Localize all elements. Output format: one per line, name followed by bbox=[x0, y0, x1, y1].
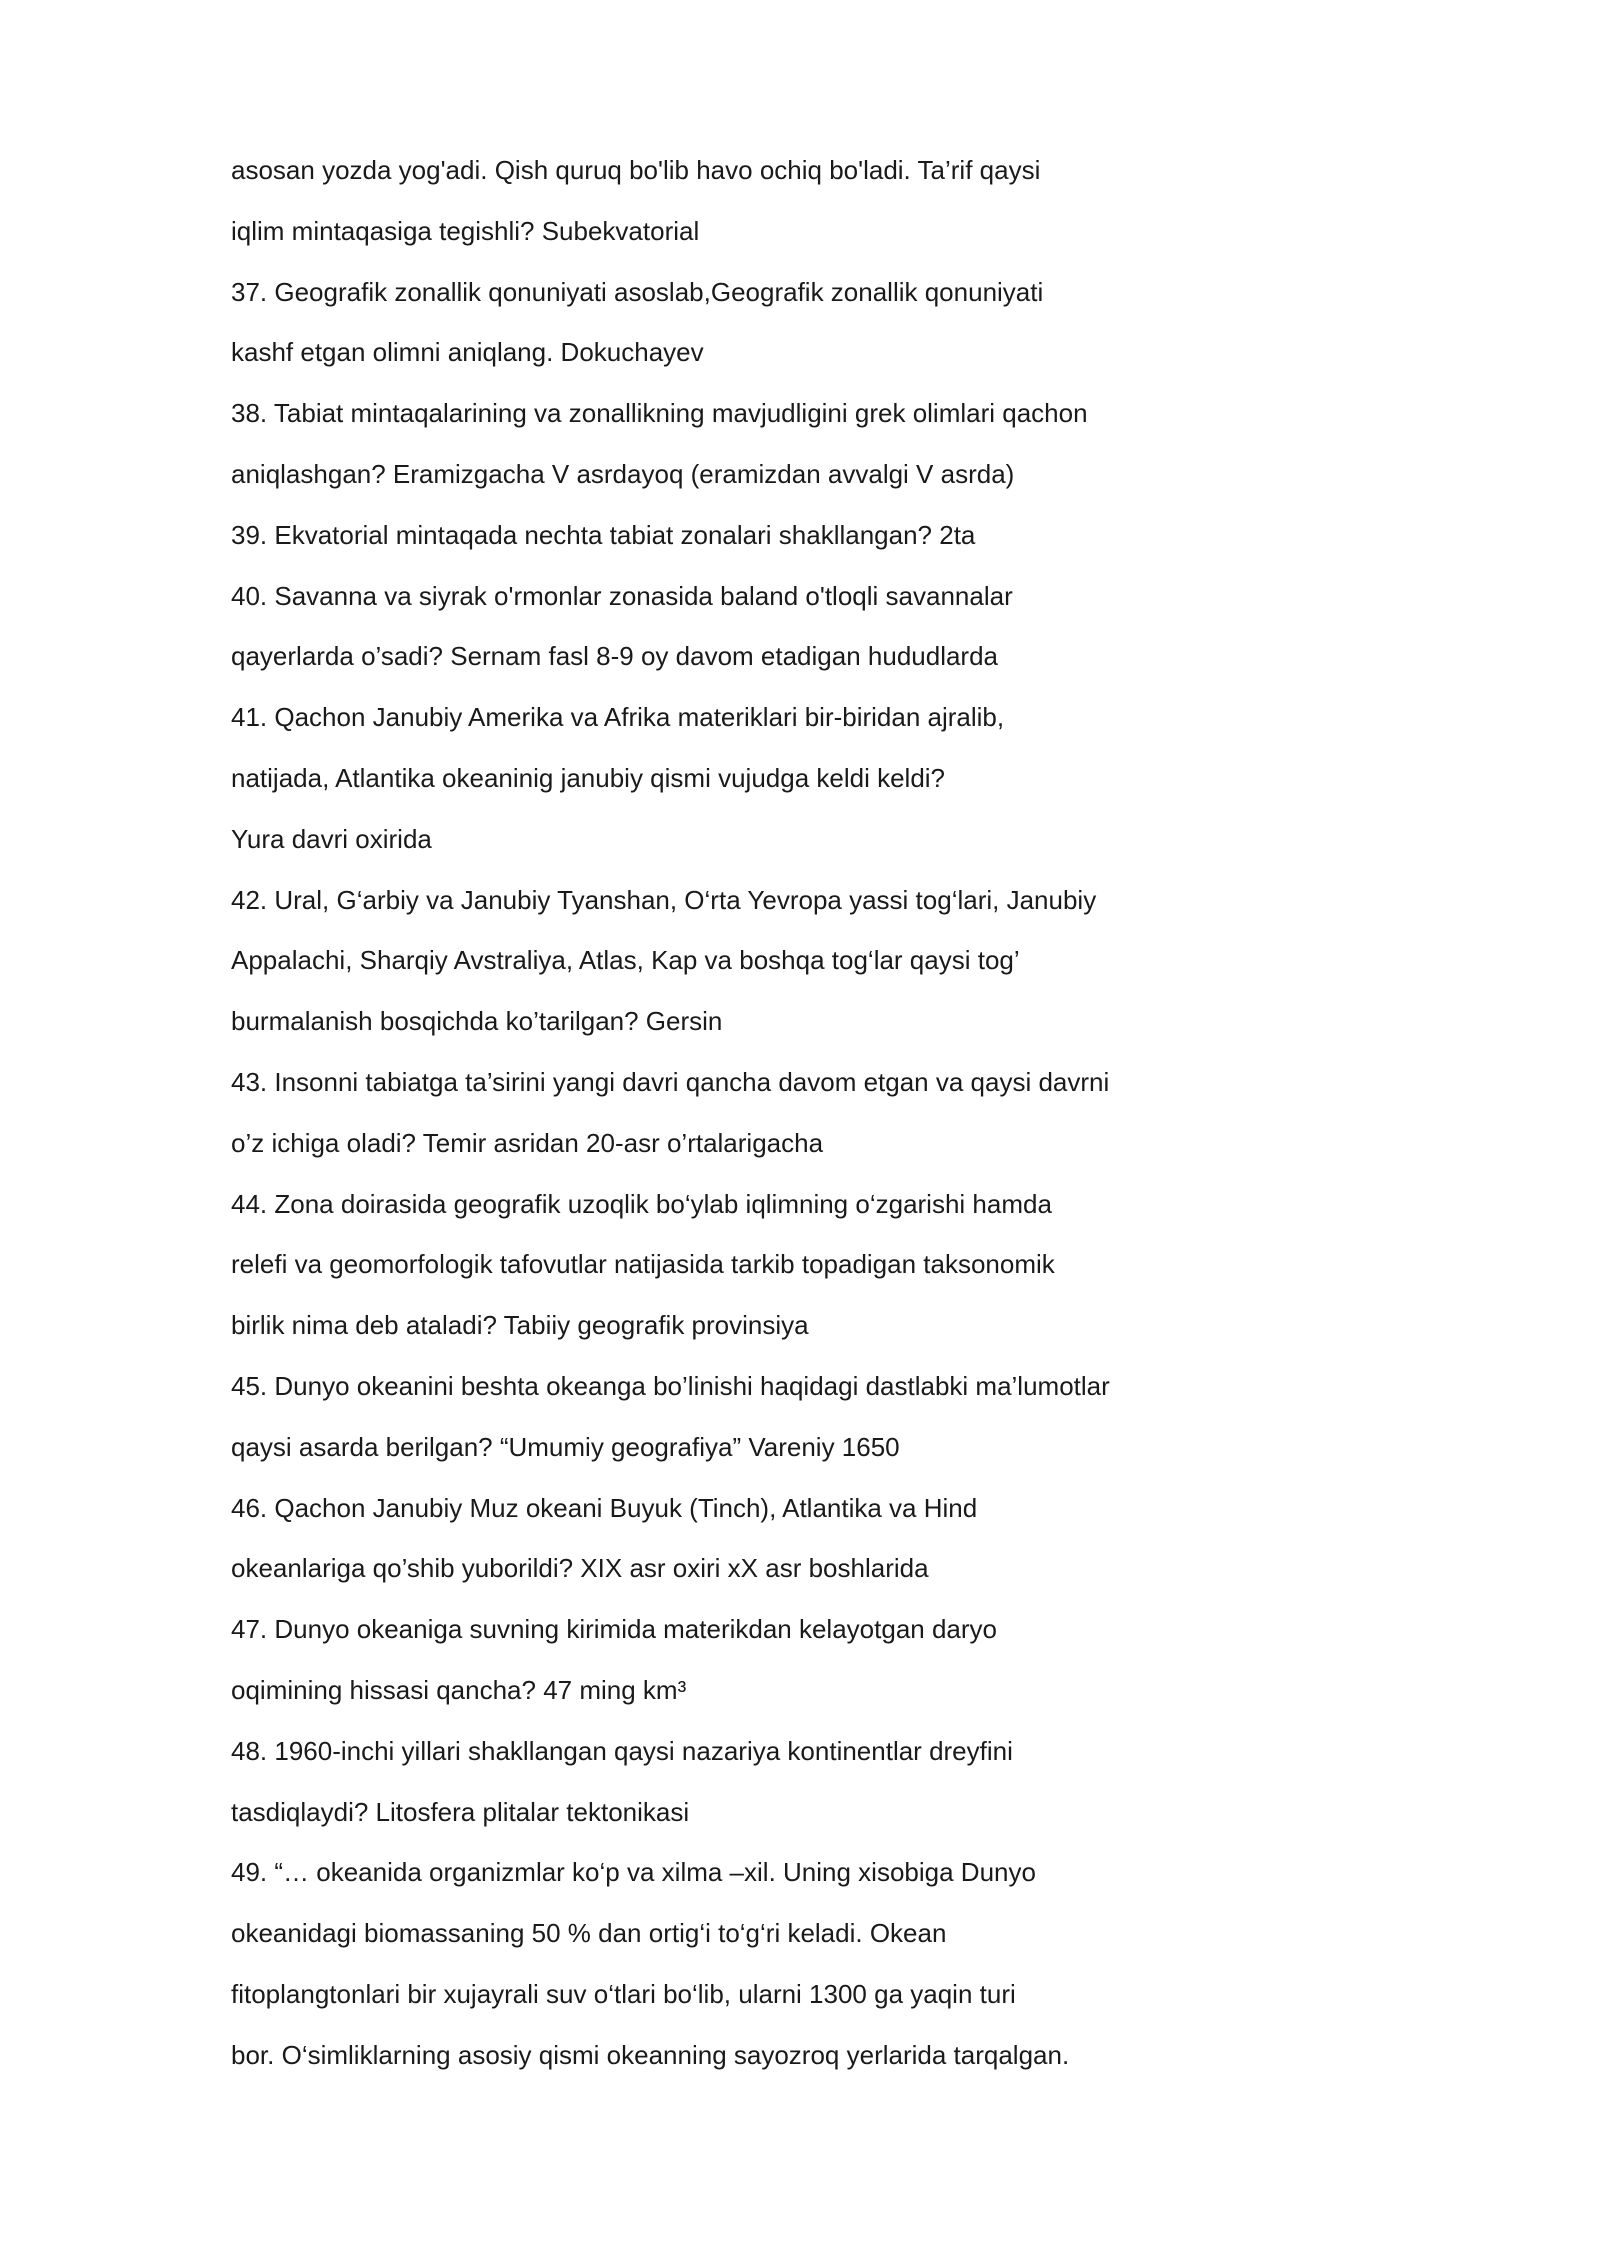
text-line: 41. Qachon Janubiy Amerika va Afrika materiklari bir-biridan ajralib, bbox=[231, 702, 1005, 733]
text-line: qayerlarda o’sadi? Sernam fasl 8-9 oy davom etadigan hududlarda bbox=[231, 641, 999, 672]
text-line: aniqlashgan? Eramizgacha V asrdayoq (eramizdan avvalgi V asrda) bbox=[231, 458, 1015, 489]
text-line: 40. Savanna va siyrak o'rmonlar zonasida baland o'tloqli savannalar bbox=[231, 580, 1013, 611]
text-line: 38. Tabiat mintaqalarining va zonallikning mavjudligini grek olimlari qachon bbox=[231, 398, 1088, 429]
text-line: o’z ichiga oladi? Temir asridan 20-asr o’rtalarigacha bbox=[231, 1127, 824, 1158]
text-line: 46. Qachon Janubiy Muz okeani Buyuk (Tinch), Atlantika va Hind bbox=[231, 1492, 978, 1523]
text-line: oqimining hissasi qancha? 47 ming km³ bbox=[231, 1674, 687, 1705]
text-line: Appalachi, Sharqiy Avstraliya, Atlas, Kap va boshqa tog‘lar qaysi tog’ bbox=[231, 945, 1020, 976]
text-line: tasdiqlaydi? Litosfera plitalar tektonikasi bbox=[231, 1796, 690, 1827]
text-line: 44. Zona doirasida geografik uzoqlik bo‘ylab iqlimning o‘zgarishi hamda bbox=[231, 1188, 1052, 1219]
text-line: relefi va geomorfologik tafovutlar natijasida tarkib topadigan taksonomik bbox=[231, 1249, 1055, 1280]
text-line: bor. O‘simliklarning asosiy qismi okeanning sayozroq yerlarida tarqalgan. bbox=[231, 2039, 1070, 2070]
text-line: asosan yozda yog'adi. Qish quruq bo'lib havo ochiq bo'ladi. Ta’rif qaysi bbox=[231, 155, 1041, 185]
text-line: burmalanish bosqichda ko’tarilgan? Gersin bbox=[231, 1006, 723, 1037]
text-line: kashf etgan olimni aniqlang. Dokuchayev bbox=[231, 337, 704, 368]
text-line: natijada, Atlantika okeaninig janubiy qismi vujudga keldi keldi? bbox=[231, 762, 946, 793]
text-line: 37. Geografik zonallik qonuniyati asoslab,Geografik zonallik qonuniyati bbox=[231, 276, 1044, 307]
document-body bbox=[231, 148, 1171, 2094]
text-line: qaysi asarda berilgan? “Umumiy geografiya” Vareniy 1650 bbox=[231, 1431, 900, 1462]
text-line: iqlim mintaqasiga tegishli? Subekvatorial bbox=[231, 215, 700, 246]
text-line: okeanidagi biomassaning 50 % dan ortig‘i to‘g‘ri keladi. Okean bbox=[231, 1918, 947, 1949]
text-line: 43. Insonni tabiatga ta’sirini yangi davri qancha davom etgan va qaysi davrni bbox=[231, 1066, 1110, 1097]
text-line: 49. “… okeanida organizmlar ko‘p va xilma –xil. Uning xisobiga Dunyo bbox=[231, 1857, 1036, 1888]
text-line: 45. Dunyo okeanini beshta okeanga bo’linishi haqidagi dastlabki ma’lumotlar bbox=[231, 1370, 1110, 1401]
text-line: 39. Ekvatorial mintaqada nechta tabiat zonalari shakllangan? 2ta bbox=[231, 519, 976, 550]
text-line: 42. Ural, G‘arbiy va Janubiy Tyanshan, O‘rta Yevropa yassi tog‘lari, Janubiy bbox=[231, 884, 1097, 915]
text-line: birlik nima deb ataladi? Tabiiy geografik provinsiya bbox=[231, 1310, 809, 1341]
text-line: 48. 1960-inchi yillari shakllangan qaysi nazariya kontinentlar dreyfini bbox=[231, 1735, 1013, 1766]
text-line: okeanlariga qo’shib yuborildi? XIX asr oxiri xX asr boshlarida bbox=[231, 1553, 929, 1584]
text-line: 47. Dunyo okeaniga suvning kirimida materikdan kelayotgan daryo bbox=[231, 1614, 997, 1645]
text-line: fitoplangtonlari bir xujayrali suv o‘tlari bo‘lib, ularni 1300 ga yaqin turi bbox=[231, 1978, 1016, 2009]
text-line: Yura davri oxirida bbox=[231, 823, 432, 854]
